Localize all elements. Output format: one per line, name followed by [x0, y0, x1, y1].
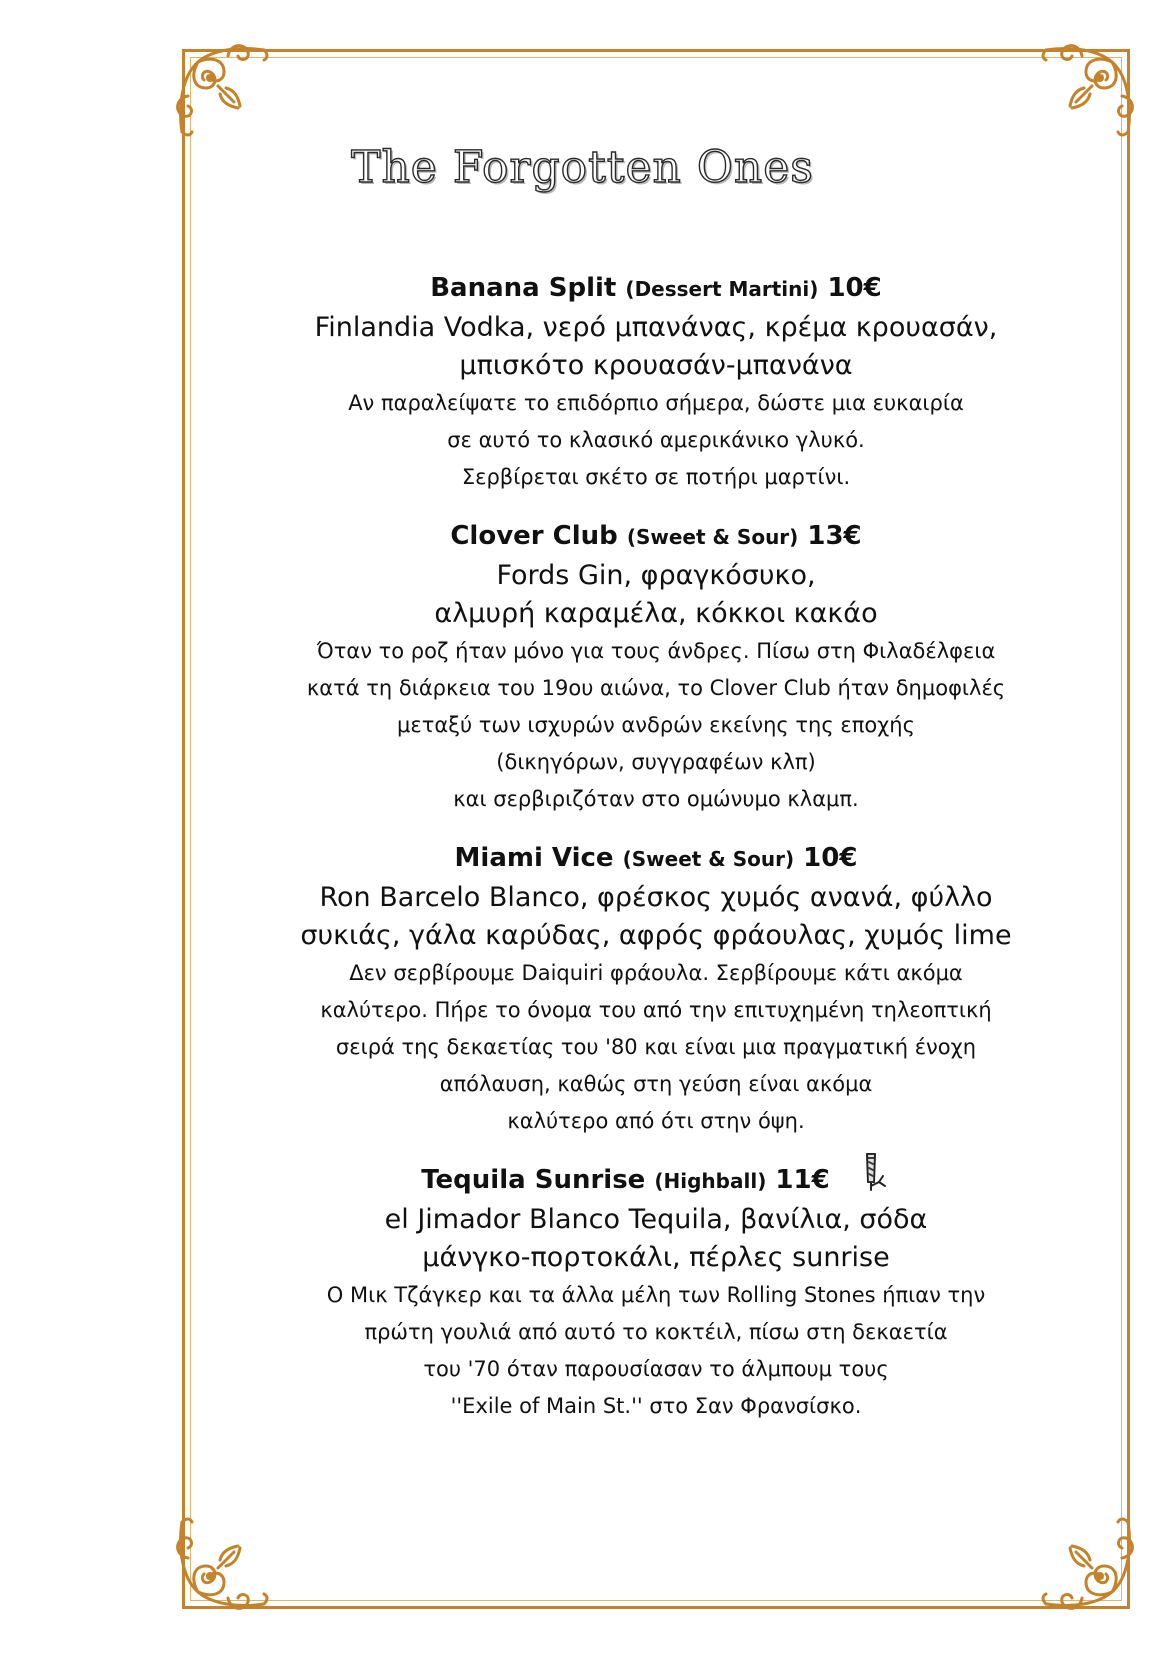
item-description-line: Δεν σερβίρουμε Daiquiri φράουλα. Σερβίρουμε κάτι ακόμα [349, 961, 963, 985]
item-ingredients-line: μάνγκο-πορτοκάλι, πέρλες sunrise [422, 1242, 890, 1273]
item-description-line: Αν παραλείψατε το επιδόρπιο σήμερα, δώστε μια ευκαιρία [348, 391, 964, 415]
item-description-line: (δικηγόρων, συγγραφέων κλπ) [496, 750, 816, 774]
item-heading [182, 838, 1130, 879]
ornament-corner-icon [1032, 1508, 1142, 1618]
item-description-line: καλύτερο από ότι στην όψη. [507, 1109, 805, 1133]
item-description-line: πρώτη γουλιά από αυτό το κοκτέιλ, πίσω στη δεκαετία [364, 1320, 948, 1344]
cocktail-menu [182, 268, 1130, 1425]
item-ingredients-line: Finlandia Vodka, νερό μπανάνας, κρέμα κρουασάν, [314, 312, 998, 343]
item-description-line: και σερβιριζόταν στο ομώνυμο κλαμπ. [453, 787, 859, 811]
item-ingredients-line: συκιάς, γάλα καρύδας, αφρός φράουλας, χυμός lime [300, 920, 1012, 951]
item-description-line: σειρά της δεκαετίας του '80 και είναι μια πραγματική ένοχη [335, 1035, 977, 1059]
item-ingredients-line: αλμυρή καραμέλα, κόκκοι κακάο [434, 598, 878, 629]
item-style: (Dessert Martini) [625, 277, 819, 301]
item-price: 11€ [775, 1165, 830, 1195]
item-name: Clover Club [450, 521, 618, 551]
item-description-line: σε αυτό το κλασικό αμερικάνικο γλυκό. [447, 428, 865, 452]
item-style: (Sweet & Sour) [622, 847, 795, 871]
item-ingredients-line: el Jimador Blanco Tequila, βανίλια, σόδα [384, 1204, 928, 1235]
item-ingredients-line: Ron Barcelo Blanco, φρέσκος χυμός ανανά, φύλλο [319, 882, 993, 913]
menu-item-miami-vice [182, 838, 1130, 1140]
ornament-corner-icon [1032, 36, 1142, 146]
item-description-line: απόλαυση, καθώς στη γεύση είναι ακόμα [439, 1072, 873, 1096]
ornament-corner-icon [168, 1508, 278, 1618]
item-price: 13€ [807, 521, 862, 551]
item-name: Banana Split [430, 273, 617, 303]
cocktail-highball-icon [861, 1152, 891, 1196]
item-heading [182, 516, 1130, 557]
menu-item-clover-club [182, 516, 1130, 818]
item-price: 10€ [803, 843, 858, 873]
item-description-line: ''Exile of Main St.'' στο Σαν Φρανσίσκο. [450, 1394, 862, 1418]
item-description-line: Σερβίρεται σκέτο σε ποτήρι μαρτίνι. [461, 465, 851, 489]
item-heading [182, 268, 1130, 309]
item-style: (Sweet & Sour) [626, 525, 799, 549]
item-ingredients-line: Fords Gin, φραγκόσυκο, [496, 560, 816, 591]
item-name: Tequila Sunrise [421, 1165, 646, 1195]
item-description-line: καλύτερο. Πήρε το όνομα του από την επιτυχημένη τηλεοπτική [320, 998, 992, 1022]
ornament-corner-icon [168, 36, 278, 146]
item-description-line: κατά τη διάρκεια του 19ου αιώνα, το Clover Club ήταν δημοφιλές [306, 676, 1006, 700]
item-style: (Highball) [654, 1169, 767, 1193]
menu-item-tequila-sunrise [182, 1160, 1130, 1425]
item-description-line: του '70 όταν παρουσίασαν το άλμπουμ τους [423, 1357, 889, 1381]
item-description-line: Όταν το ροζ ήταν μόνο για τους άνδρες. Πίσω στη Φιλαδέλφεια [316, 639, 996, 663]
menu-item-banana-split [182, 268, 1130, 496]
item-description-line: μεταξύ των ισχυρών ανδρών εκείνης της εποχής [397, 713, 915, 737]
item-price: 10€ [827, 273, 882, 303]
page-title: The Forgotten Ones [351, 142, 814, 193]
item-name: Miami Vice [454, 843, 614, 873]
item-heading [182, 1160, 1130, 1201]
item-description-line: Ο Μικ Τζάγκερ και τα άλλα μέλη των Rolling Stones ήπιαν την [326, 1283, 986, 1307]
item-ingredients-line: μπισκότο κρουασάν-μπανάνα [459, 350, 853, 381]
